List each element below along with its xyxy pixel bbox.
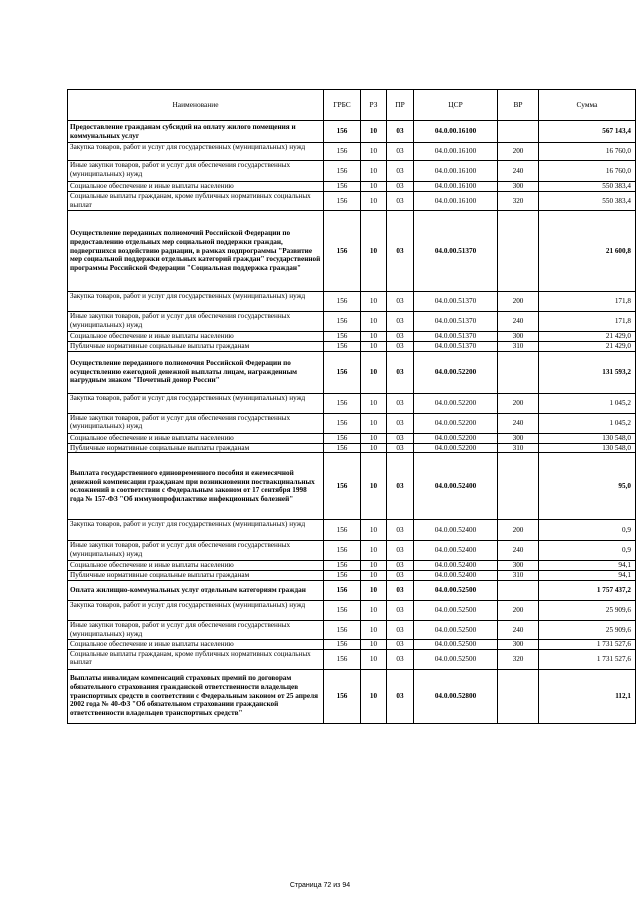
cell-name: Социальное обеспечение и иные выплаты населению — [68, 182, 324, 192]
cell-name: Осуществление переданного полномочия Российской Федерации по осуществлению ежегодной денежной выплаты лицам, награжденным нагрудным знаком "Почетный донор России" — [68, 351, 324, 393]
cell-rz: 10 — [361, 561, 387, 571]
cell-sum: 1 757 437,2 — [539, 580, 636, 600]
cell-grbs: 156 — [324, 211, 361, 292]
cell-pr: 03 — [387, 649, 414, 669]
cell-rz: 10 — [361, 143, 387, 161]
cell-vr: 240 — [498, 161, 539, 182]
table-row — [68, 669, 636, 723]
cell-name: Публичные нормативные социальные выплаты гражданам — [68, 342, 324, 352]
cell-vr — [498, 580, 539, 600]
cell-vr — [498, 669, 539, 723]
cell-rz: 10 — [361, 161, 387, 182]
table-row — [68, 182, 636, 192]
cell-csr: 04.0.00.52200 — [414, 351, 498, 393]
cell-grbs: 156 — [324, 143, 361, 161]
cell-csr: 04.0.00.16100 — [414, 161, 498, 182]
cell-name: Социальное обеспечение и иные выплаты населению — [68, 332, 324, 342]
cell-grbs: 156 — [324, 443, 361, 453]
cell-pr: 03 — [387, 571, 414, 581]
cell-csr: 04.0.00.52800 — [414, 669, 498, 723]
cell-vr — [498, 453, 539, 520]
cell-pr: 03 — [387, 639, 414, 649]
cell-grbs: 156 — [324, 332, 361, 342]
cell-vr: 240 — [498, 413, 539, 433]
cell-pr: 03 — [387, 182, 414, 192]
cell-vr: 320 — [498, 649, 539, 669]
cell-csr: 04.0.00.52400 — [414, 561, 498, 571]
cell-pr: 03 — [387, 600, 414, 620]
cell-pr: 03 — [387, 393, 414, 413]
cell-rz: 10 — [361, 332, 387, 342]
cell-sum: 0,9 — [539, 541, 636, 561]
cell-sum: 94,1 — [539, 561, 636, 571]
table-row — [68, 413, 636, 433]
cell-name: Иные закупки товаров, работ и услуг для обеспечения государственных (муниципальных) нужд — [68, 541, 324, 561]
budget-table — [67, 89, 636, 724]
cell-pr: 03 — [387, 669, 414, 723]
cell-pr: 03 — [387, 413, 414, 433]
cell-rz: 10 — [361, 620, 387, 639]
cell-sum: 16 760,0 — [539, 143, 636, 161]
cell-vr — [498, 351, 539, 393]
cell-sum: 130 548,0 — [539, 443, 636, 453]
cell-grbs: 156 — [324, 520, 361, 541]
cell-grbs: 156 — [324, 413, 361, 433]
cell-pr: 03 — [387, 312, 414, 332]
table-row — [68, 600, 636, 620]
cell-vr: 300 — [498, 332, 539, 342]
table-row — [68, 541, 636, 561]
cell-grbs: 156 — [324, 669, 361, 723]
cell-pr: 03 — [387, 161, 414, 182]
cell-rz: 10 — [361, 580, 387, 600]
cell-pr: 03 — [387, 292, 414, 312]
cell-csr: 04.0.00.16100 — [414, 182, 498, 192]
cell-csr: 04.0.00.51370 — [414, 312, 498, 332]
cell-pr: 03 — [387, 520, 414, 541]
cell-rz: 10 — [361, 292, 387, 312]
cell-pr: 03 — [387, 192, 414, 211]
cell-grbs: 156 — [324, 541, 361, 561]
cell-csr: 04.0.00.52500 — [414, 600, 498, 620]
cell-vr: 300 — [498, 433, 539, 443]
cell-csr: 04.0.00.52400 — [414, 541, 498, 561]
cell-csr: 04.0.00.16100 — [414, 192, 498, 211]
cell-rz: 10 — [361, 571, 387, 581]
cell-rz: 10 — [361, 211, 387, 292]
cell-name: Иные закупки товаров, работ и услуг для обеспечения государственных (муниципальных) нужд — [68, 413, 324, 433]
cell-vr: 200 — [498, 600, 539, 620]
col-header-sum: Сумма — [539, 90, 636, 121]
cell-name: Иные закупки товаров, работ и услуг для обеспечения государственных (муниципальных) нужд — [68, 161, 324, 182]
cell-rz: 10 — [361, 413, 387, 433]
cell-vr: 310 — [498, 342, 539, 352]
cell-name: Социальные выплаты гражданам, кроме публичных нормативных социальных выплат — [68, 649, 324, 669]
table-row — [68, 620, 636, 639]
cell-csr: 04.0.00.52500 — [414, 620, 498, 639]
cell-csr: 04.0.00.52500 — [414, 580, 498, 600]
cell-grbs: 156 — [324, 393, 361, 413]
cell-csr: 04.0.00.52200 — [414, 413, 498, 433]
cell-pr: 03 — [387, 342, 414, 352]
cell-rz: 10 — [361, 669, 387, 723]
cell-csr: 04.0.00.51370 — [414, 342, 498, 352]
cell-sum: 21 429,0 — [539, 332, 636, 342]
cell-grbs: 156 — [324, 342, 361, 352]
cell-pr: 03 — [387, 620, 414, 639]
table-row — [68, 211, 636, 292]
cell-rz: 10 — [361, 342, 387, 352]
cell-pr: 03 — [387, 453, 414, 520]
cell-name: Предоставление гражданам субсидий на оплату жилого помещения и коммунальных услуг — [68, 121, 324, 143]
cell-csr: 04.0.00.52400 — [414, 520, 498, 541]
table-row — [68, 520, 636, 541]
table-row — [68, 580, 636, 600]
cell-rz: 10 — [361, 541, 387, 561]
cell-grbs: 156 — [324, 121, 361, 143]
cell-vr: 310 — [498, 571, 539, 581]
cell-csr: 04.0.00.16100 — [414, 143, 498, 161]
cell-pr: 03 — [387, 143, 414, 161]
cell-grbs: 156 — [324, 571, 361, 581]
cell-sum: 567 143,4 — [539, 121, 636, 143]
cell-rz: 10 — [361, 192, 387, 211]
cell-rz: 10 — [361, 443, 387, 453]
cell-name: Социальные выплаты гражданам, кроме публичных нормативных социальных выплат — [68, 192, 324, 211]
cell-csr: 04.0.00.51370 — [414, 211, 498, 292]
cell-grbs: 156 — [324, 453, 361, 520]
cell-rz: 10 — [361, 351, 387, 393]
col-header-csr: ЦСР — [414, 90, 498, 121]
cell-vr: 300 — [498, 639, 539, 649]
cell-rz: 10 — [361, 639, 387, 649]
cell-rz: 10 — [361, 182, 387, 192]
col-header-pr: ПР — [387, 90, 414, 121]
cell-name: Социальное обеспечение и иные выплаты населению — [68, 433, 324, 443]
cell-vr: 310 — [498, 443, 539, 453]
cell-name: Социальное обеспечение и иные выплаты населению — [68, 639, 324, 649]
page-footer: Страница 72 из 94 — [289, 882, 351, 889]
cell-vr: 200 — [498, 143, 539, 161]
cell-name: Осуществление переданных полномочий Российской Федерации по предоставлению отдельных мер социальной поддержки граждан, подвергшихся воздействию радиации, в рамках подпрограммы "Развитие мер социальной поддержки отдельных категорий граждан" государственной программы Российской Федерации "Социальная поддержка граждан" — [68, 211, 324, 292]
col-header-vr: ВР — [498, 90, 539, 121]
cell-sum: 94,1 — [539, 571, 636, 581]
cell-name: Закупка товаров, работ и услуг для государственных (муниципальных) нужд — [68, 143, 324, 161]
cell-csr: 04.0.00.51370 — [414, 332, 498, 342]
table-row — [68, 332, 636, 342]
col-header-grbs: ГРБС — [324, 90, 361, 121]
cell-sum: 1 045,2 — [539, 393, 636, 413]
cell-name: Иные закупки товаров, работ и услуг для обеспечения государственных (муниципальных) нужд — [68, 312, 324, 332]
table-row — [68, 342, 636, 352]
cell-grbs: 156 — [324, 620, 361, 639]
cell-name: Публичные нормативные социальные выплаты гражданам — [68, 443, 324, 453]
cell-vr: 200 — [498, 292, 539, 312]
cell-csr: 04.0.00.52200 — [414, 443, 498, 453]
cell-csr: 04.0.00.52400 — [414, 453, 498, 520]
cell-grbs: 156 — [324, 433, 361, 443]
cell-grbs: 156 — [324, 600, 361, 620]
table-row — [68, 351, 636, 393]
table-row — [68, 453, 636, 520]
cell-name: Закупка товаров, работ и услуг для государственных (муниципальных) нужд — [68, 292, 324, 312]
cell-vr: 320 — [498, 192, 539, 211]
cell-pr: 03 — [387, 332, 414, 342]
cell-csr: 04.0.00.52200 — [414, 393, 498, 413]
cell-vr — [498, 211, 539, 292]
table-row — [68, 639, 636, 649]
cell-sum: 0,9 — [539, 520, 636, 541]
cell-rz: 10 — [361, 520, 387, 541]
cell-pr: 03 — [387, 433, 414, 443]
cell-name: Закупка товаров, работ и услуг для государственных (муниципальных) нужд — [68, 600, 324, 620]
cell-sum: 21 600,8 — [539, 211, 636, 292]
cell-sum: 25 909,6 — [539, 620, 636, 639]
cell-pr: 03 — [387, 351, 414, 393]
cell-grbs: 156 — [324, 649, 361, 669]
cell-vr: 240 — [498, 620, 539, 639]
col-header-name: Наименование — [68, 90, 324, 121]
cell-grbs: 156 — [324, 561, 361, 571]
table-row — [68, 161, 636, 182]
cell-csr: 04.0.00.52500 — [414, 649, 498, 669]
cell-grbs: 156 — [324, 312, 361, 332]
cell-grbs: 156 — [324, 639, 361, 649]
table-header-row — [68, 90, 636, 121]
cell-pr: 03 — [387, 443, 414, 453]
cell-sum: 130 548,0 — [539, 433, 636, 443]
cell-rz: 10 — [361, 121, 387, 143]
cell-sum: 171,8 — [539, 292, 636, 312]
cell-rz: 10 — [361, 433, 387, 443]
cell-rz: 10 — [361, 393, 387, 413]
cell-sum: 550 383,4 — [539, 192, 636, 211]
cell-name: Закупка товаров, работ и услуг для государственных (муниципальных) нужд — [68, 520, 324, 541]
cell-sum: 25 909,6 — [539, 600, 636, 620]
cell-grbs: 156 — [324, 292, 361, 312]
cell-name: Оплата жилищно-коммунальных услуг отдельным категориям граждан — [68, 580, 324, 600]
cell-sum: 1 731 527,6 — [539, 639, 636, 649]
cell-vr: 200 — [498, 393, 539, 413]
cell-csr: 04.0.00.16100 — [414, 121, 498, 143]
cell-pr: 03 — [387, 211, 414, 292]
cell-rz: 10 — [361, 600, 387, 620]
cell-name: Социальное обеспечение и иные выплаты населению — [68, 561, 324, 571]
cell-sum: 16 760,0 — [539, 161, 636, 182]
cell-rz: 10 — [361, 649, 387, 669]
cell-grbs: 156 — [324, 161, 361, 182]
cell-grbs: 156 — [324, 192, 361, 211]
table-row — [68, 443, 636, 453]
cell-csr: 04.0.00.52500 — [414, 639, 498, 649]
cell-csr: 04.0.00.51370 — [414, 292, 498, 312]
cell-name: Иные закупки товаров, работ и услуг для обеспечения государственных (муниципальных) нужд — [68, 620, 324, 639]
table-body — [68, 90, 636, 724]
table-row — [68, 393, 636, 413]
cell-vr: 240 — [498, 312, 539, 332]
cell-grbs: 156 — [324, 182, 361, 192]
cell-pr: 03 — [387, 580, 414, 600]
cell-pr: 03 — [387, 541, 414, 561]
table-row — [68, 312, 636, 332]
cell-name: Выплаты инвалидам компенсаций страховых премий по договорам обязательного страхования гражданской ответственности владельцев транспортных средств в соответствии с Федеральным законом от 25 апреля 2002 года № 40-ФЗ "Об обязательном страховании гражданской ответственности владельцев транспортных средств" — [68, 669, 324, 723]
cell-sum: 550 383,4 — [539, 182, 636, 192]
cell-csr: 04.0.00.52400 — [414, 571, 498, 581]
table-row — [68, 571, 636, 581]
cell-pr: 03 — [387, 121, 414, 143]
cell-vr — [498, 121, 539, 143]
cell-pr: 03 — [387, 561, 414, 571]
cell-vr: 300 — [498, 182, 539, 192]
cell-vr: 300 — [498, 561, 539, 571]
table-row — [68, 433, 636, 443]
cell-sum: 131 593,2 — [539, 351, 636, 393]
cell-vr: 240 — [498, 541, 539, 561]
table-row — [68, 561, 636, 571]
table-row — [68, 292, 636, 312]
cell-vr: 200 — [498, 520, 539, 541]
cell-sum: 1 731 527,6 — [539, 649, 636, 669]
cell-sum: 171,8 — [539, 312, 636, 332]
cell-sum: 21 429,0 — [539, 342, 636, 352]
table-row — [68, 121, 636, 143]
cell-name: Публичные нормативные социальные выплаты гражданам — [68, 571, 324, 581]
cell-sum: 112,1 — [539, 669, 636, 723]
cell-grbs: 156 — [324, 580, 361, 600]
table-row — [68, 143, 636, 161]
cell-rz: 10 — [361, 453, 387, 520]
cell-name: Выплата государственного единовременного пособия и ежемесячной денежной компенсации гражданам при возникновении поствакцинальных осложнений в соответствии с Федеральным законом от 17 сентября 1998 года № 157-ФЗ "Об иммунопрофилактике инфекционных болезней" — [68, 453, 324, 520]
table-row — [68, 192, 636, 211]
cell-sum: 95,0 — [539, 453, 636, 520]
col-header-rz: РЗ — [361, 90, 387, 121]
cell-grbs: 156 — [324, 351, 361, 393]
cell-sum: 1 045,2 — [539, 413, 636, 433]
cell-rz: 10 — [361, 312, 387, 332]
table-row — [68, 649, 636, 669]
cell-csr: 04.0.00.52200 — [414, 433, 498, 443]
cell-name: Закупка товаров, работ и услуг для государственных (муниципальных) нужд — [68, 393, 324, 413]
